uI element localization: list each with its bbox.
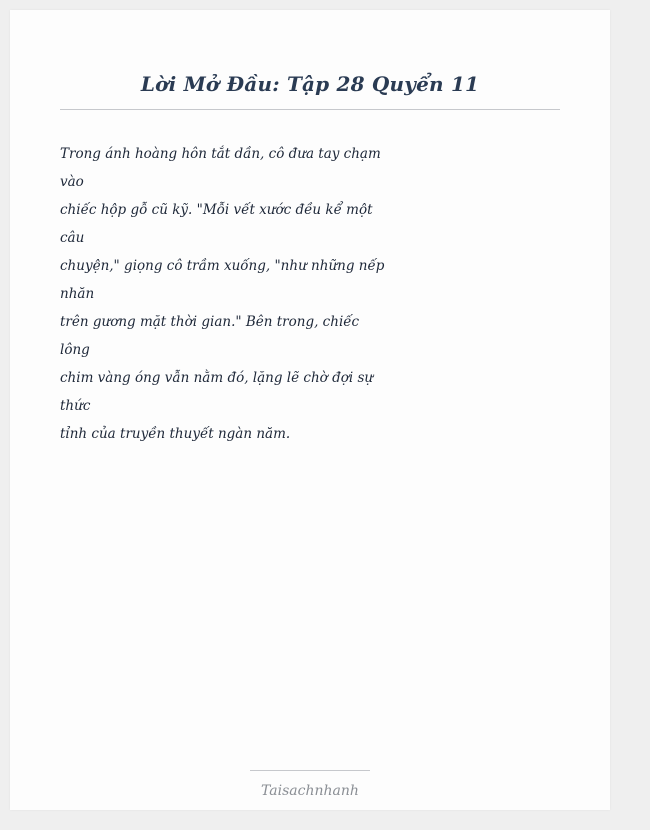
body-line: tỉnh của truyền thuyết ngàn năm. — [60, 426, 291, 442]
page-title: Lời Mở Đầu: Tập 28 Quyển 11 — [140, 72, 480, 96]
body-line: nhăn — [60, 286, 95, 302]
body-line: trên gương mặt thời gian." Bên trong, chiếc — [60, 314, 360, 330]
body-line: thức — [60, 398, 91, 414]
body-line: chiếc hộp gỗ cũ kỹ. "Mỗi vết xước đều kể một — [60, 202, 373, 218]
body-line: lông — [60, 342, 90, 358]
document-page — [10, 10, 610, 810]
title-divider — [60, 109, 560, 110]
body-line: Trong ánh hoàng hôn tắt dần, cô đưa tay chạm — [60, 146, 381, 162]
body-line: chim vàng óng vẫn nằm đó, lặng lẽ chờ đợi sự — [60, 370, 374, 386]
body-line: chuyện," giọng cô trầm xuống, "như những nếp — [60, 258, 385, 274]
footer-divider — [250, 770, 370, 771]
body-text — [60, 140, 385, 448]
footer-text: Taisachnhanh — [261, 783, 359, 799]
body-line: câu — [60, 230, 85, 246]
body-line: vào — [60, 174, 84, 190]
